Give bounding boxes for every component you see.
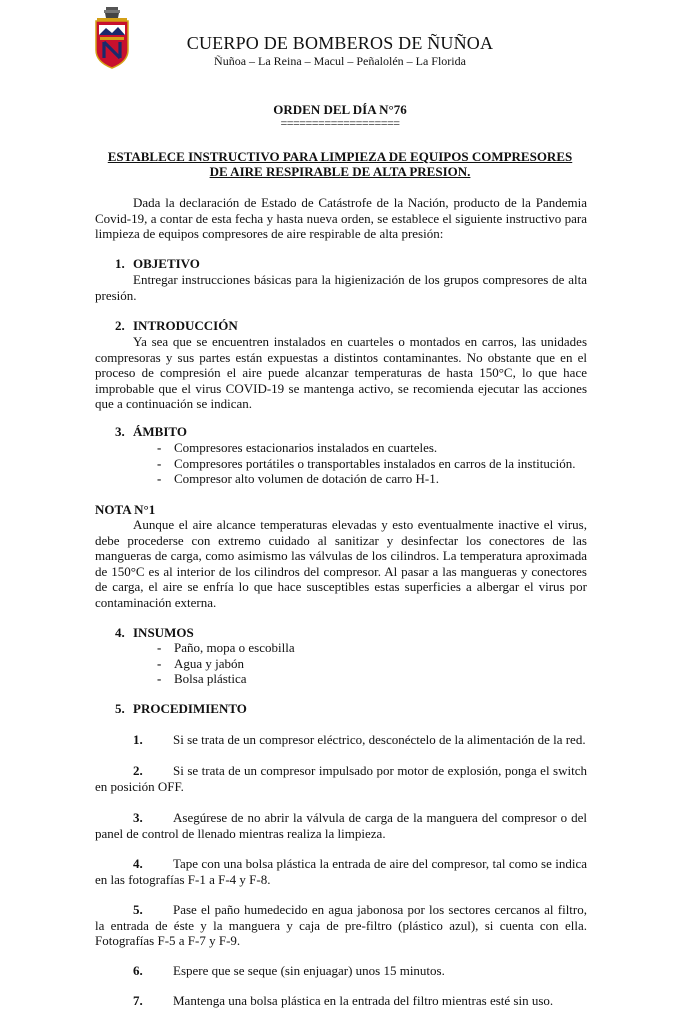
organization-title: CUERPO DE BOMBEROS DE ÑUÑOA xyxy=(186,33,494,53)
section-number: 4. xyxy=(115,625,125,640)
list-item: - Paño, mopa o escobilla xyxy=(157,640,295,656)
section-heading-procedimiento xyxy=(115,701,247,717)
step-text: Pase el paño humedecido en agua jabonosa por los sectores cercanos al filtro, la entrada de éste y la manguera y caja de pre-filtro (plástico azul), si cuenta con ella. Fotografías F-5 a F-7 y F-9. xyxy=(95,902,587,948)
section-heading-insumos xyxy=(115,625,194,641)
step-text: Mantenga una bolsa plástica en la entrada del filtro mientras esté sin uso. xyxy=(173,993,554,1008)
step-number: 5. xyxy=(133,902,143,917)
step-number: 6. xyxy=(133,963,143,978)
step-number: 4. xyxy=(133,856,143,871)
intro-paragraph: Dada la declaración de Estado de Catástrofe de la Nación, producto de la Pandemia Covid-19, a contar de esta fecha y hasta nueva orden, se establece el siguiente instructivo para limpieza de equipos compresores de aire respirable de alta presión: xyxy=(95,195,587,241)
section-title: ÁMBITO xyxy=(133,424,187,439)
organization-subtitle: Ñuñoa – La Reina – Macul – Peñalolén – La Florida xyxy=(214,54,466,68)
objetivo-text: Entregar instrucciones básicas para la higienización de los grupos compresores de alta presión. xyxy=(95,272,587,303)
ambito-list xyxy=(157,440,575,487)
list-item: - Compresores estacionarios instalados en cuarteles. xyxy=(157,440,575,456)
section-title: PROCEDIMIENTO xyxy=(133,701,247,716)
section-title: OBJETIVO xyxy=(133,256,200,271)
step-text: Espere que se seque (sin enjuagar) unos 15 minutos. xyxy=(173,963,445,978)
document-main-title xyxy=(90,149,590,179)
list-item: - Agua y jabón xyxy=(157,656,295,672)
section-number: 2. xyxy=(115,318,125,333)
main-title-line-1: ESTABLECE INSTRUCTIVO PARA LIMPIEZA DE EQUIPOS COMPRESORES xyxy=(107,149,573,164)
main-title-line-2: DE AIRE RESPIRABLE DE ALTA PRESION. xyxy=(209,164,471,179)
section-number: 5. xyxy=(115,701,125,716)
list-item: - Bolsa plástica xyxy=(157,671,295,687)
step-number: 7. xyxy=(133,993,143,1008)
procedure-step xyxy=(95,902,587,949)
note-text: Aunque el aire alcance temperaturas elevadas y esto eventualmente inactive el virus, debe procederse con extremo cuidado al sanitizar y desinfectar los conectores de las mangueras de carga, como asimismo las válvulas de los cilindros. La temperatura aproximada de 150°C es al interior de los cilindros del compresor. Al pasar a las mangueras y conectores de carga, el aire se enfría lo que hace susceptibles estas superficies a albergar el virus por contaminación externa. xyxy=(95,517,587,610)
section-heading-objetivo xyxy=(115,256,200,272)
procedure-step xyxy=(95,856,587,887)
section-title: INTRODUCCIÓN xyxy=(133,318,238,333)
order-title: ORDEN DEL DÍA N°76 xyxy=(273,102,407,117)
order-divider: =================== xyxy=(280,116,400,130)
list-item: - Compresores portátiles o transportables instalados en carros de la institución. xyxy=(157,456,575,472)
document-header xyxy=(0,0,680,80)
step-text: Si se trata de un compresor eléctrico, desconéctelo de la alimentación de la red. xyxy=(173,732,586,747)
introduccion-text: Ya sea que se encuentren instalados en cuarteles o montados en carros, las unidades compresoras y sus partes están expuestas a distintos contaminantes. No obstante que en el proceso de compresión el aire puede alcanzar temperaturas de hasta 150°C, lo que hace improbable que el virus COVID-19 se mantenga activo, se recomienda ejecutar las acciones que a continuación se indican. xyxy=(95,334,587,411)
step-text: Asegúrese de no abrir la válvula de carga de la manguera del compresor o del panel de control de llenado mientras realiza la limpieza. xyxy=(95,810,587,841)
insumos-list xyxy=(157,640,295,687)
procedure-step xyxy=(95,963,587,979)
list-item: - Compresor alto volumen de dotación de carro H-1. xyxy=(157,471,575,487)
step-number: 1. xyxy=(133,732,143,747)
section-heading-ambito xyxy=(115,424,187,440)
procedure-step xyxy=(95,732,587,748)
procedure-step xyxy=(95,763,587,794)
section-number: 1. xyxy=(115,256,125,271)
procedure-step xyxy=(95,993,587,1009)
step-text: Tape con una bolsa plástica la entrada de aire del compresor, tal como se indica en las fotografías F-1 a F-4 y F-8. xyxy=(95,856,587,887)
section-number: 3. xyxy=(115,424,125,439)
section-title: INSUMOS xyxy=(133,625,194,640)
step-text: Si se trata de un compresor impulsado por motor de explosión, ponga el switch en posición OFF. xyxy=(95,763,587,794)
fire-department-crest-icon xyxy=(93,6,131,70)
note-heading: NOTA N°1 xyxy=(95,502,156,517)
procedure-step xyxy=(95,810,587,841)
section-heading-introduccion xyxy=(115,318,238,334)
step-number: 2. xyxy=(133,763,143,778)
step-number: 3. xyxy=(133,810,143,825)
